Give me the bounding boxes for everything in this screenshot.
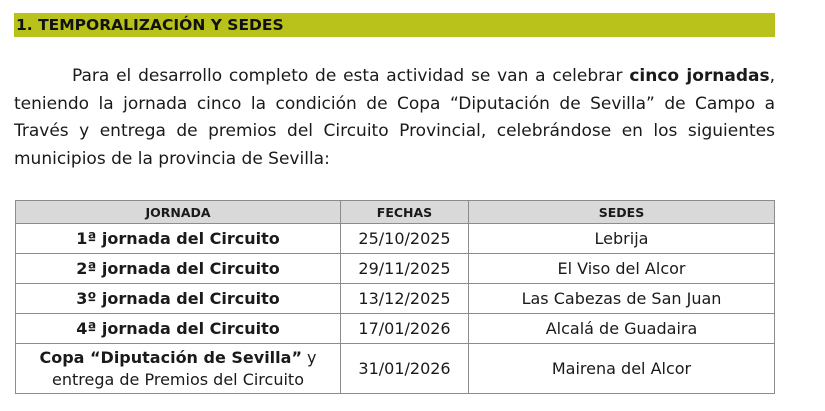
section-heading (14, 13, 775, 37)
cell-fecha: 25/10/2025 (341, 224, 469, 254)
intro-paragraph (14, 63, 775, 173)
cell-jornada: 3º jornada del Circuito (16, 284, 341, 314)
cell-sede: Mairena del Alcor (469, 344, 775, 394)
cell-sede: El Viso del Alcor (469, 254, 775, 284)
header-sedes: SEDES (469, 201, 775, 224)
cell-fecha: 31/01/2026 (341, 344, 469, 394)
table-row (16, 224, 775, 254)
table-row-final (16, 344, 775, 394)
cell-sede: Alcalá de Guadaira (469, 314, 775, 344)
cell-fecha: 17/01/2026 (341, 314, 469, 344)
venues-table (15, 200, 775, 394)
table-row (16, 284, 775, 314)
final-jornada-bold: Copa “Diputación de Sevilla” (39, 347, 302, 367)
intro-text-part2: , teniendo la jornada cinco la condición de Copa “Diputación de Sevilla” de Campo a Través y entrega de premios del Circuito Provincial, celebrándose en los siguientes municipios de la provincia de Sevilla: (14, 66, 776, 169)
final-jornada-normal: y (301, 347, 317, 367)
table-header-row (16, 201, 775, 224)
section-title: 1. TEMPORALIZACIÓN Y SEDES (16, 16, 284, 34)
cell-fecha: 13/12/2025 (341, 284, 469, 314)
header-fechas: FECHAS (341, 201, 469, 224)
final-jornada-line2: entrega de Premios del Circuito (52, 369, 304, 389)
cell-fecha: 29/11/2025 (341, 254, 469, 284)
cell-jornada: 2ª jornada del Circuito (16, 254, 341, 284)
table-row (16, 314, 775, 344)
cell-sede: Las Cabezas de San Juan (469, 284, 775, 314)
cell-jornada: 1ª jornada del Circuito (16, 224, 341, 254)
cell-jornada-final (16, 344, 341, 394)
final-jornada-line1 (20, 347, 336, 369)
header-jornada: JORNADA (16, 201, 341, 224)
cell-sede: Lebrija (469, 224, 775, 254)
intro-text-bold: cinco jornadas (629, 66, 770, 86)
cell-jornada: 4ª jornada del Circuito (16, 314, 341, 344)
table-row (16, 254, 775, 284)
intro-text-part1: Para el desarrollo completo de esta actividad se van a celebrar (72, 66, 630, 86)
